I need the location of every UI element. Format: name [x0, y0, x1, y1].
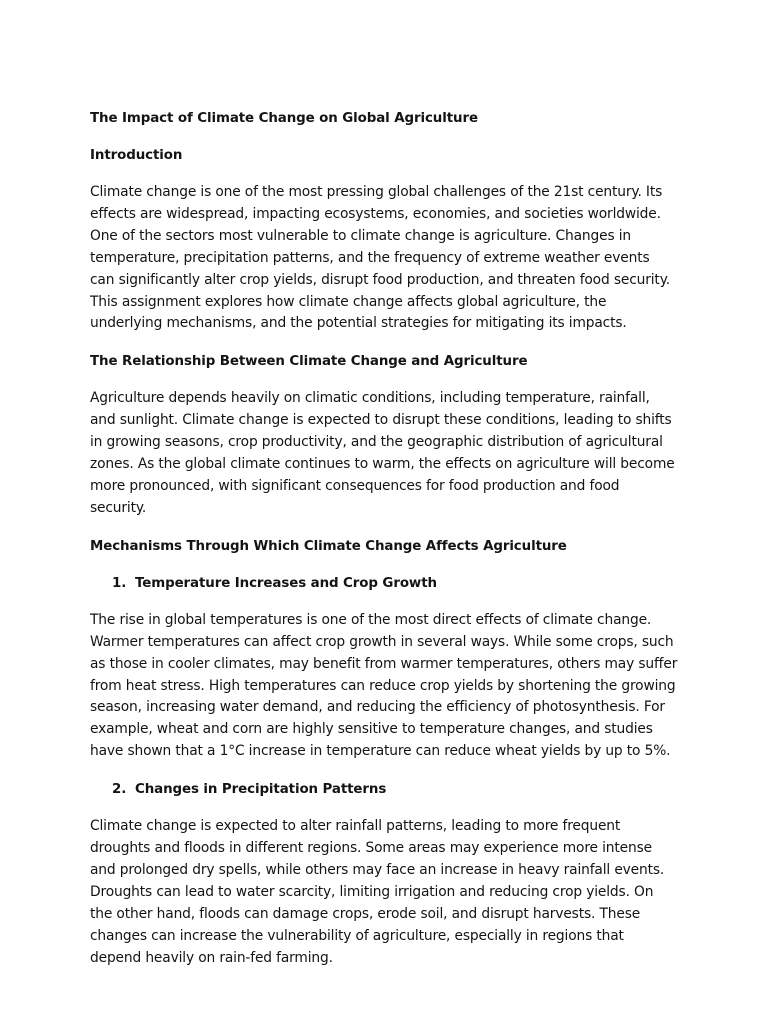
section-heading-relationship: The Relationship Between Climate Change and Agriculture — [90, 354, 528, 370]
list-number: 2. — [112, 782, 127, 798]
numbered-heading-temperature — [90, 573, 678, 594]
section-heading-introduction: Introduction — [90, 148, 183, 163]
section-heading-mechanisms: Mechanisms Through Which Climate Change Affects Agriculture — [90, 538, 567, 554]
document-body — [90, 108, 678, 985]
paragraph-temperature: The rise in global temperatures is one of the most direct effects of climate change. Warmer temperatures can affect crop growth in several ways. While some crops, such as those in cooler climates, may benefit from warmer temperatures, others may suffer from heat stress. High temperatures can reduce crop yields by shortening the growing season, increasing water demand, and reducing the efficiency of photosynthesis. For example, wheat and corn are highly sensitive to temperature changes, and studies have shown that a 1°C increase in temperature can reduce wheat yields by up to 5%. — [90, 611, 678, 760]
numbered-heading-precipitation — [90, 779, 678, 800]
document-title: The Impact of Climate Change on Global Agriculture — [90, 111, 478, 126]
numbered-heading-title: Changes in Precipitation Patterns — [135, 782, 387, 798]
numbered-heading-title: Temperature Increases and Crop Growth — [135, 575, 437, 591]
list-number: 1. — [112, 575, 127, 591]
paragraph-introduction: Climate change is one of the most pressing global challenges of the 21st century. Its effects are widespread, impacting ecosystems, economies, and societies worldwide. One of the sectors most vulnerable to climate change is agriculture. Changes in temperature, precipitation patterns, and the frequency of extreme weather events can significantly alter crop yields, disrupt food production, and threaten food security. This assignment explores how climate change affects global agriculture, the underlying mechanisms, and the potential strategies for mitigating its impacts. — [90, 184, 670, 332]
paragraph-relationship: Agriculture depends heavily on climatic conditions, including temperature, rainfall, and sunlight. Climate change is expected to disrupt these conditions, leading to shifts in growing seasons, crop productivity, and the geographic distribution of agricultural zones. As the global climate continues to warm, the effects on agriculture will become more pronounced, with significant consequences for food production and food security. — [90, 390, 675, 516]
paragraph-precipitation: Climate change is expected to alter rainfall patterns, leading to more frequent droughts and floods in different regions. Some areas may experience more intense and prolonged dry spells, while others may face an increase in heavy rainfall events. Droughts can lead to water scarcity, limiting irrigation and reducing crop yields. On the other hand, floods can damage crops, erode soil, and disrupt harvests. These changes can increase the vulnerability of agriculture, especially in regions that depend heavily on rain-fed farming. — [90, 818, 665, 966]
